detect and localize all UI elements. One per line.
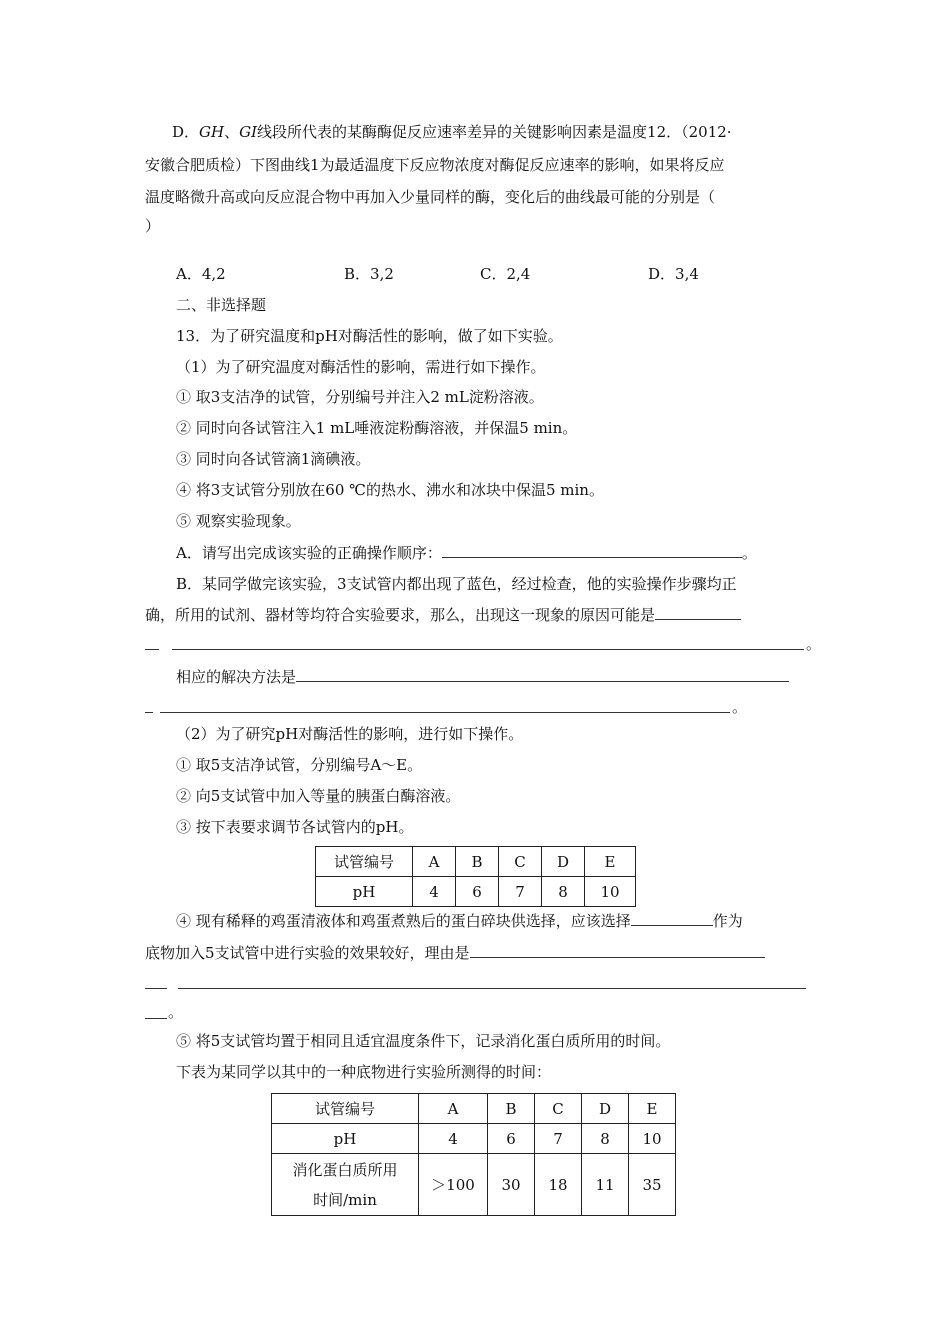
table-cell: E: [629, 1094, 676, 1124]
step2-4-end: 。: [168, 1003, 184, 1021]
question-b-text: 确，所用的试剂、器材等均符合实验要求，那么，出现这一现象的原因可能是: [145, 606, 656, 624]
section-title: 二、非选择题: [176, 296, 267, 314]
table-cell: 7: [499, 877, 542, 907]
table-cell: B: [456, 847, 499, 877]
answer-blank-b2[interactable]: [172, 649, 804, 650]
answer-blank-substrate[interactable]: [631, 910, 713, 926]
option-b[interactable]: B．3,2: [344, 265, 394, 283]
answer-blank-solution2[interactable]: [160, 712, 730, 713]
q13-stem: 13．为了研究温度和pH对酶活性的影响，做了如下实验。: [176, 327, 563, 345]
solution-line: [176, 666, 789, 687]
table-cell: 试管编号: [272, 1094, 419, 1124]
step1-5: ⑤ 观察实验现象。: [176, 512, 301, 530]
q13-part2-intro: （2）为了研究pH对酶活性的影响，进行如下操作。: [176, 725, 524, 743]
table-cell: 6: [488, 1124, 535, 1154]
step2-4-line2: [145, 942, 765, 963]
row-label-line2: 时间/min: [313, 1190, 377, 1209]
step2-2: ② 向5支试管中加入等量的胰蛋白酶溶液。: [176, 787, 461, 805]
row-label-line1: 消化蛋白质所用: [292, 1160, 398, 1179]
step1-4: ④ 将3支试管分别放在60 ℃的热水、沸水和冰块中保温5 min。: [176, 481, 604, 499]
step1-3: ③ 同时向各试管滴1滴碘液。: [176, 450, 371, 468]
table-cell: pH: [272, 1124, 419, 1154]
table-cell: [272, 1154, 419, 1216]
table-cell: B: [488, 1094, 535, 1124]
table-cell: ＞100: [419, 1154, 488, 1216]
line-continuation-dash: [145, 649, 159, 650]
ph-table: [315, 846, 636, 907]
line-continuation-dash: [145, 712, 153, 713]
table-cell: pH: [316, 877, 413, 907]
step1-1: ① 取3支洁净的试管，分别编号并注入2 mL淀粉溶液。: [176, 388, 544, 406]
table-cell: D: [542, 847, 585, 877]
table-cell: 10: [629, 1124, 676, 1154]
option-c[interactable]: C．2,4: [480, 265, 531, 283]
table-cell: 35: [629, 1154, 676, 1216]
option-a[interactable]: A．4,2: [176, 265, 226, 283]
step2-4-reason-label: 底物加入5支试管中进行实验的效果较好，理由是: [145, 944, 470, 962]
solution-label: 相应的解决方法是: [176, 668, 297, 686]
table-row: [272, 1094, 676, 1124]
answer-blank-reason1[interactable]: [470, 942, 765, 958]
separator: 、: [224, 123, 240, 141]
table-cell: 10: [585, 877, 636, 907]
table-cell: 30: [488, 1154, 535, 1216]
answer-blank-solution1[interactable]: [296, 666, 789, 682]
answer-blank-reason2[interactable]: [178, 988, 806, 989]
question-12-line3: 温度略微升高或向反应混合物中再加入少量同样的酶，变化后的曲线最可能的分别是（: [145, 188, 716, 206]
step2-3: ③ 按下表要求调节各试管内的pH。: [176, 818, 414, 836]
question-d-text: 线段所代表的某酶酶促反应速率差异的关键影响因素是温度12．（2012·: [257, 123, 732, 141]
table-cell: 4: [419, 1124, 488, 1154]
step2-1: ① 取5支洁净试管，分别编号A～E。: [176, 756, 423, 774]
question-d-line1: [172, 122, 732, 142]
step2-4-text-b: 作为: [712, 912, 743, 930]
table-intro: 下表为某同学以其中的一种底物进行实验所测得的时间：: [176, 1063, 552, 1081]
table-cell: D: [582, 1094, 629, 1124]
step1-2: ② 同时向各试管注入1 mL唾液淀粉酶溶液，并保温5 min。: [176, 419, 578, 437]
answer-blank-b1[interactable]: [655, 604, 741, 620]
table-cell: 试管编号: [316, 847, 413, 877]
digestion-time-table: [271, 1093, 676, 1216]
table-cell: C: [499, 847, 542, 877]
table-row: [316, 877, 636, 907]
answer-blank-a[interactable]: [442, 542, 742, 558]
table-cell: 8: [542, 877, 585, 907]
table-cell: 8: [582, 1124, 629, 1154]
question-a-end: 。: [741, 544, 757, 562]
table-cell: A: [413, 847, 456, 877]
table-cell: 11: [582, 1154, 629, 1216]
table-row: [316, 847, 636, 877]
question-b-line2: [145, 604, 741, 625]
table-cell: E: [585, 847, 636, 877]
question-12-line4: ）: [145, 217, 161, 235]
step2-4-text-a: ④ 现有稀释的鸡蛋清液体和鸡蛋煮熟后的蛋白碎块供选择，应该选择: [176, 912, 631, 930]
table-cell: C: [535, 1094, 582, 1124]
question-b-end: 。: [806, 635, 822, 653]
option-d-label: D．: [172, 123, 200, 141]
table-cell: 4: [413, 877, 456, 907]
table-row: [272, 1154, 676, 1216]
table-cell: A: [419, 1094, 488, 1124]
option-d[interactable]: D．3,4: [648, 265, 699, 283]
question-12-line2: 安徽合肥质检）下图曲线1为最适温度下反应物浓度对酶促反应速率的影响，如果将反应: [145, 156, 725, 174]
question-a: [176, 542, 757, 563]
question-a-text: A．请写出完成该实验的正确操作顺序：: [176, 544, 442, 562]
table-cell: 18: [535, 1154, 582, 1216]
answer-blank-reason3[interactable]: [145, 1018, 167, 1019]
table-cell: 7: [535, 1124, 582, 1154]
table-row: [272, 1124, 676, 1154]
table-cell: 6: [456, 877, 499, 907]
line-continuation-dash: [145, 988, 167, 989]
step2-4-line1: [176, 910, 743, 931]
solution-end: 。: [732, 698, 748, 716]
step2-5: ⑤ 将5支试管均置于相同且适宜温度条件下，记录消化蛋白质所用的时间。: [176, 1032, 671, 1050]
var-gh: GH: [199, 123, 225, 141]
question-b-line1: B．某同学做完该实验，3支试管内都出现了蓝色，经过检查，他的实验操作步骤均正: [176, 575, 737, 593]
var-gi: GI: [239, 123, 258, 141]
q13-part1-intro: （1）为了研究温度对酶活性的影响，需进行如下操作。: [176, 358, 546, 376]
